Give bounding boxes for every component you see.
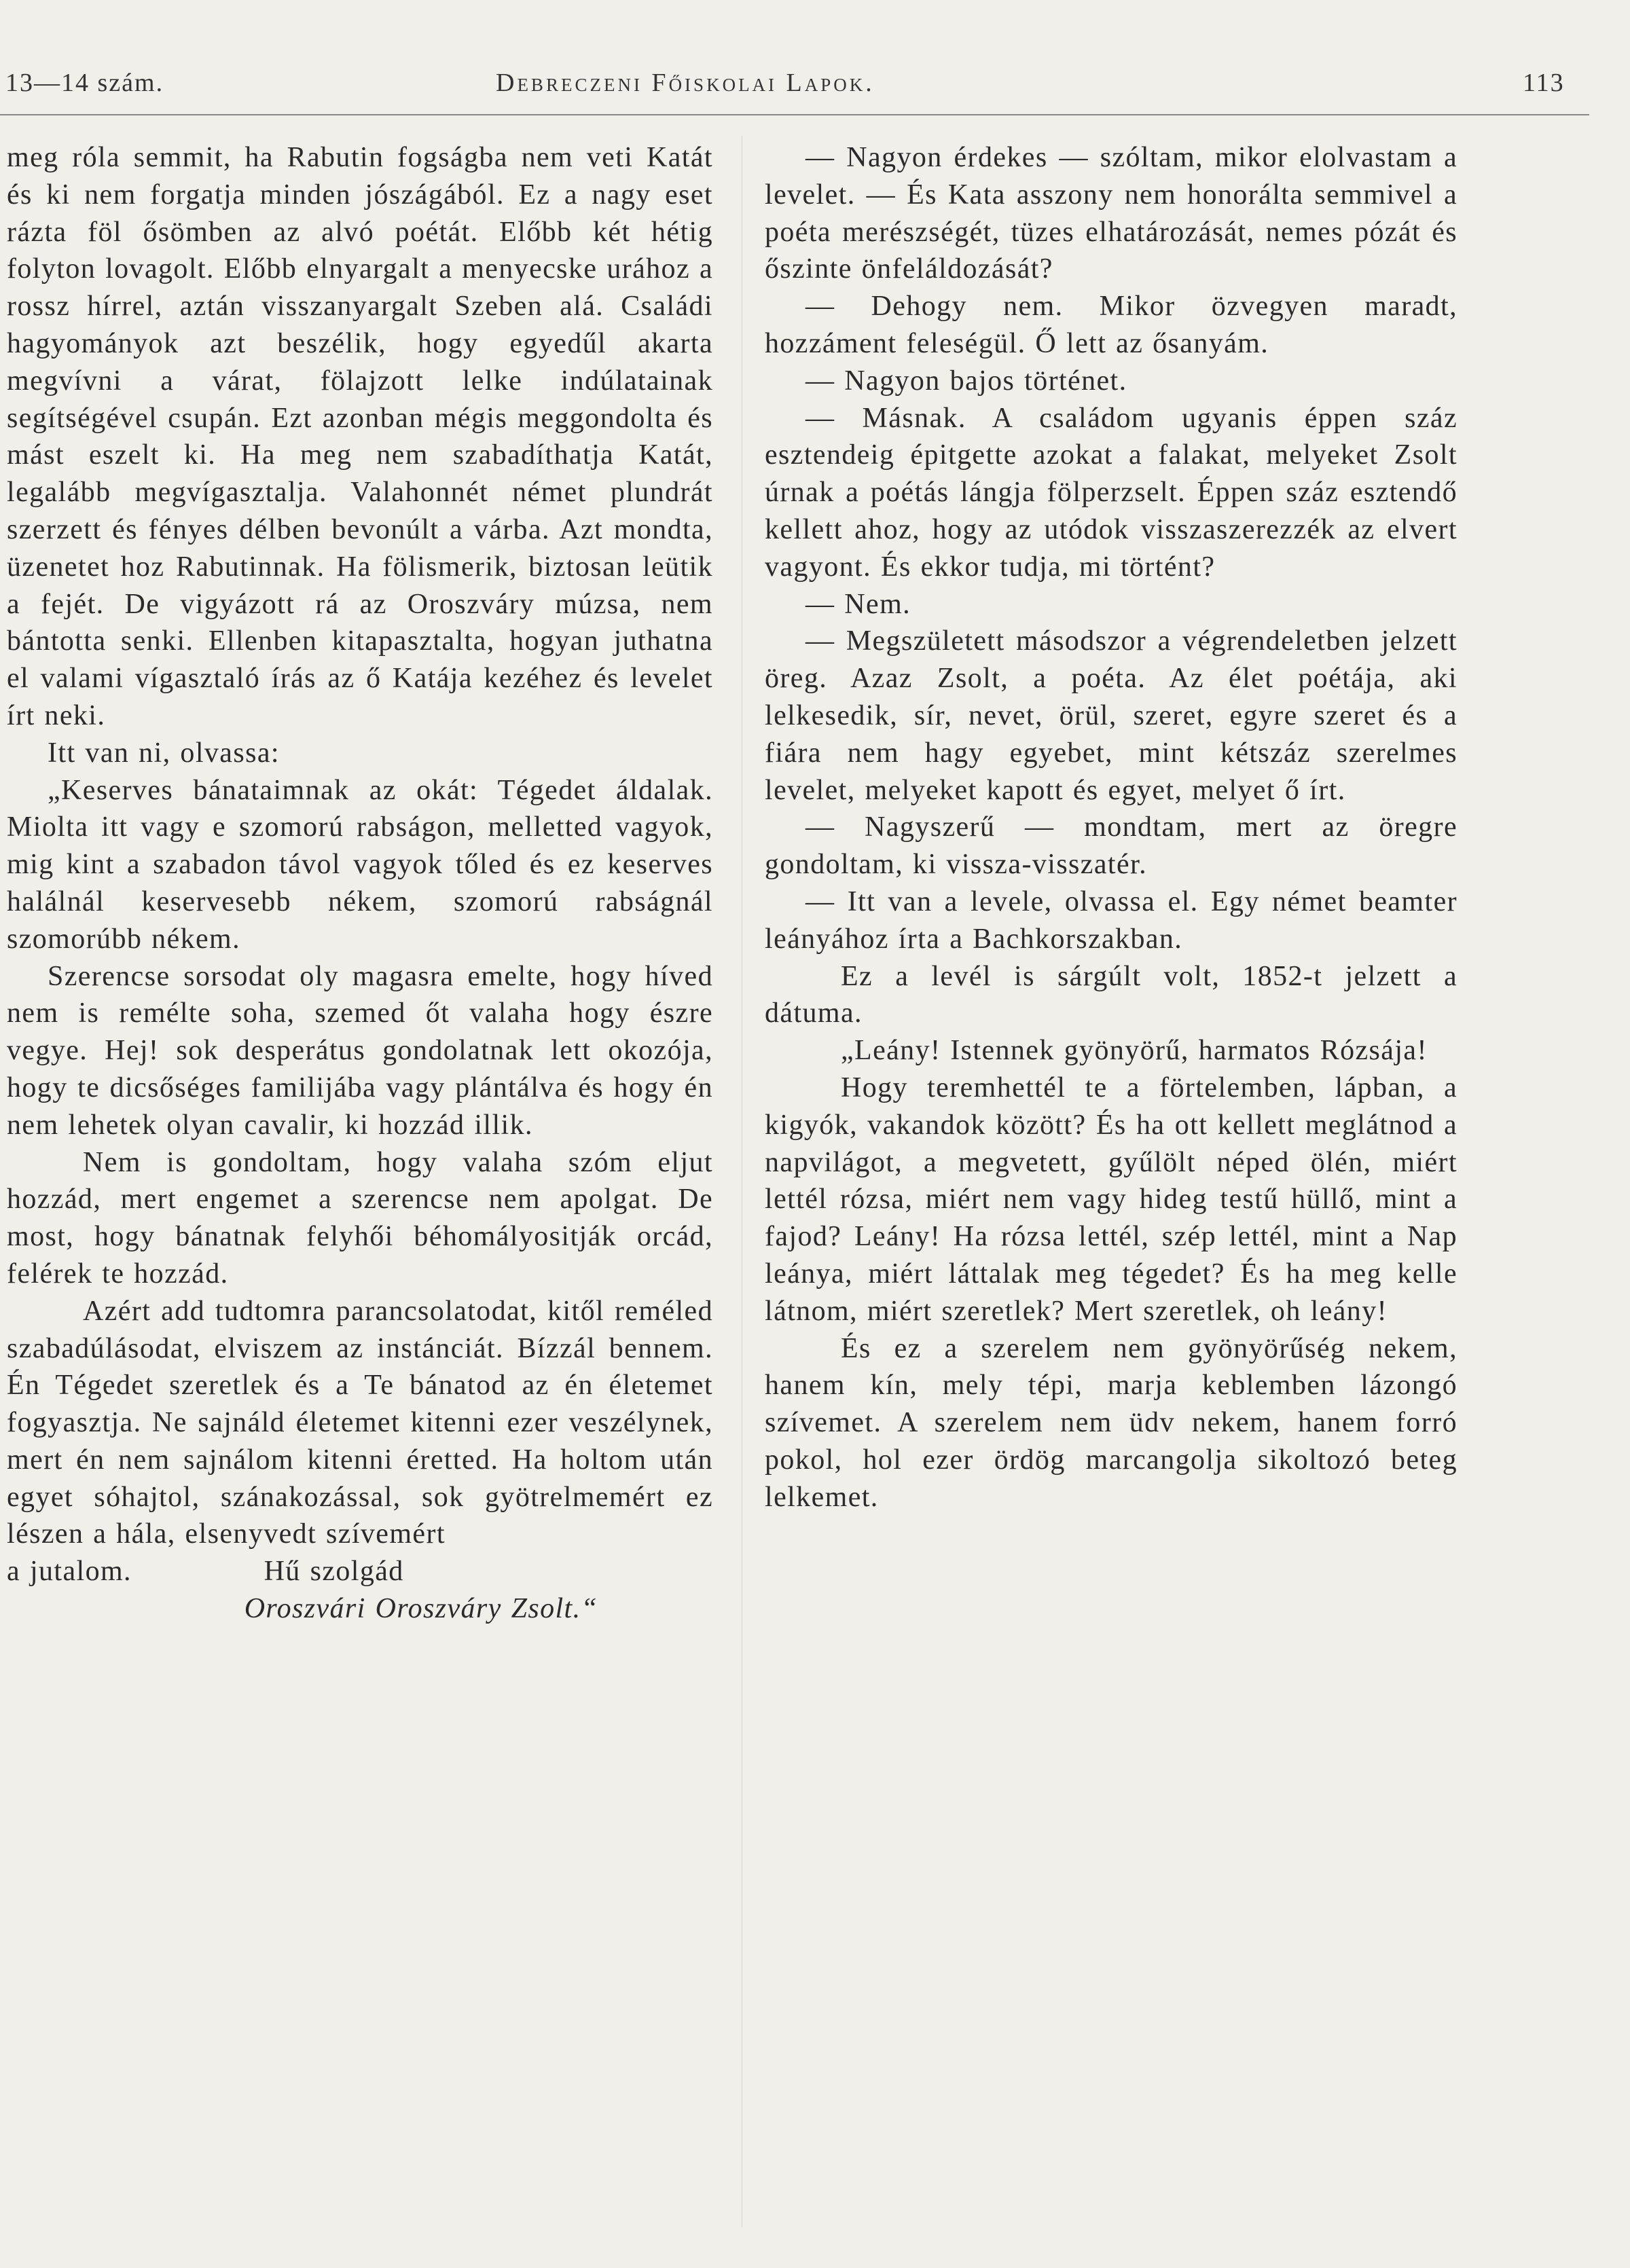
dialogue-paragraph: — Megszületett másodszor a végrendeletben jelzett öreg. Azaz Zsolt, a poéta. Az élet poétája, aki lelkesedik, sír, nevet, örül, szeret, egyre szeret és a fiára nem hagy egyebet, mint kétszáz szerelmes levelet, melyeket kapott és egyet, melyet ő írt.	[765, 625, 1457, 806]
publication-title: Debreczeni Főiskolai Lapok.	[496, 69, 875, 97]
letter-paragraph: „Leány! Istennek gyönyörű, harmatos Rózsája!	[841, 1035, 1428, 1067]
page-number: 113	[1523, 69, 1565, 97]
dialogue-paragraph: — Nagyon bajos történet.	[805, 365, 1127, 397]
header-rule	[0, 114, 1589, 115]
letter-paragraph: Hogy teremhettél te a förtelemben, lápban, a kigyók, vakandok között? És ha ott kellett meglátnod a napvilágot, a megvetett, gyűlölt néped ölén, miért lettél rózsa, miért nem vagy hideg testű hüllő, mint a fajod? Leány! Ha rózsa lettél, szép lettél, mint a Nap leánya, miért láttalak meg tégedet? És ha meg kelle látnom, miért szeretlek? Mert szeretlek, oh leány!	[765, 1072, 1457, 1327]
issue-number: 13—14 szám.	[5, 69, 164, 97]
paragraph: meg róla semmit, ha Rabutin fogságba nem veti Katát és ki nem forgatja minden jószágából. Ez a nagy eset rázta föl ősömben az alvó poétát. Előbb két hétig folyton lovagolt. Előbb elnyargalt a menyecske urához a rossz hírrel, aztán visszanyargalt Szeben alá. Családi hagyományok azt beszélik, hogy egyedűl akarta megvívni a várat, fölajzott lelke indúlatainak segítségével csupán. Ezt azonban mégis meggondolta és mást eszelt ki. Ha meg nem szabadíthatja Katát, legalább megvígasztalja. Valahonnét német plundrát szerzett és fényes délben bevonúlt a várba. Azt mondta, üzenetet hoz Rabutinnak. Ha fölismerik, biztosan leütik a fejét. De vigyázott rá az Oroszváry múzsa, nem bántotta senki. Ellenben kitapasztalta, hogyan juthatna el valami vígasztaló írás az ő Katája kezéhez és levelet írt neki.	[7, 142, 713, 731]
letter-paragraph: „Keserves bánataimnak az okát: Tégedet áldalak. Miolta itt vagy e szomorú rabságon, melletted vagyok, mig kint a szabadon távol vagyok tőled és ez keserves halálnál keservesebb nékem, szomorú rabságnál szomorúbb nékem.	[7, 774, 713, 955]
dialogue-paragraph: — Nem.	[805, 588, 911, 620]
closing-text: a jutalom.	[7, 1556, 132, 1588]
paragraph: Itt van ni, olvassa:	[48, 737, 280, 769]
left-column	[7, 139, 713, 1628]
dialogue-paragraph: — Másnak. A családom ugyanis éppen száz esztendeig épitgette azokat a falakat, melyeket Zsolt úrnak a poétás lángja fölperzselt. Éppen száz esztendő kellett ahoz, hogy az utódok visszaszerezzék az elvert vagyont. És ekkor tudja, mi történt?	[765, 402, 1457, 583]
dialogue-paragraph: — Itt van a levele, olvassa el. Egy német beamter leányához írta a Bachkorszakban.	[765, 885, 1457, 955]
closing-salutation: Hű szolgád	[264, 1556, 404, 1588]
letter-signature: Oroszvári Oroszváry Zsolt.“	[244, 1593, 598, 1625]
dialogue-paragraph: — Nagyszerű — mondtam, mert az öregre gondoltam, ki vissza-visszatér.	[765, 811, 1457, 881]
paragraph: Ez a levél is sárgúlt volt, 1852-t jelzett a dátuma.	[765, 960, 1457, 1029]
dialogue-paragraph: — Dehogy nem. Mikor özvegyen maradt, hozzáment feleségül. Ő lett az ősanyám.	[765, 291, 1457, 359]
right-column	[765, 139, 1457, 1516]
running-header	[0, 68, 1630, 109]
letter-paragraph: Szerencse sorsodat oly magasra emelte, hogy híved nem is remélte soha, szemed őt valaha hogy észre vegye. Hej! sok desperátus gondolatnak lett okozója, hogy te dicsőséges familijába vagy plántálva és hogy én nem lehetek olyan cavalir, ki hozzád illik.	[7, 960, 713, 1141]
letter-paragraph: És ez a szerelem nem gyönyörűség nekem, hanem kín, mely tépi, marja keblemben lázongó szívemet. A szerelem nem üdv nekem, hanem forró pokol, hol ezer ördög marcangolja sikoltozó beteg lelkemet.	[765, 1332, 1457, 1513]
dialogue-paragraph: — Nagyon érdekes — szóltam, mikor elolvastam a levelet. — És Kata asszony nem honorálta semmivel a poéta merészségét, tüzes elhatározását, nemes pózát és őszinte önfeláldozását?	[765, 142, 1457, 285]
letter-paragraph: Nem is gondoltam, hogy valaha szóm eljut hozzád, mert engemet a szerencse nem apolgat. De most, hogy bánatnak felyhői béhomályositják orcád, felérek te hozzád.	[7, 1146, 713, 1290]
letter-paragraph: Azért add tudtomra parancsolatodat, kitől reméled szabadúlásodat, elviszem az instánciát. Bízzál bennem. Én Tégedet szeretlek és a Te bánatod az én életemet fogyasztja. Ne sajnáld életemet kitenni ezer veszélynek, mert én nem sajnálom kitenni éretted. Ha holtom után egyet sóhajtol, szánakozással, sok gyötrelmemért ez lészen a hála, elsenyvedt szívemért	[7, 1295, 713, 1550]
letter-closing	[7, 1553, 713, 1590]
